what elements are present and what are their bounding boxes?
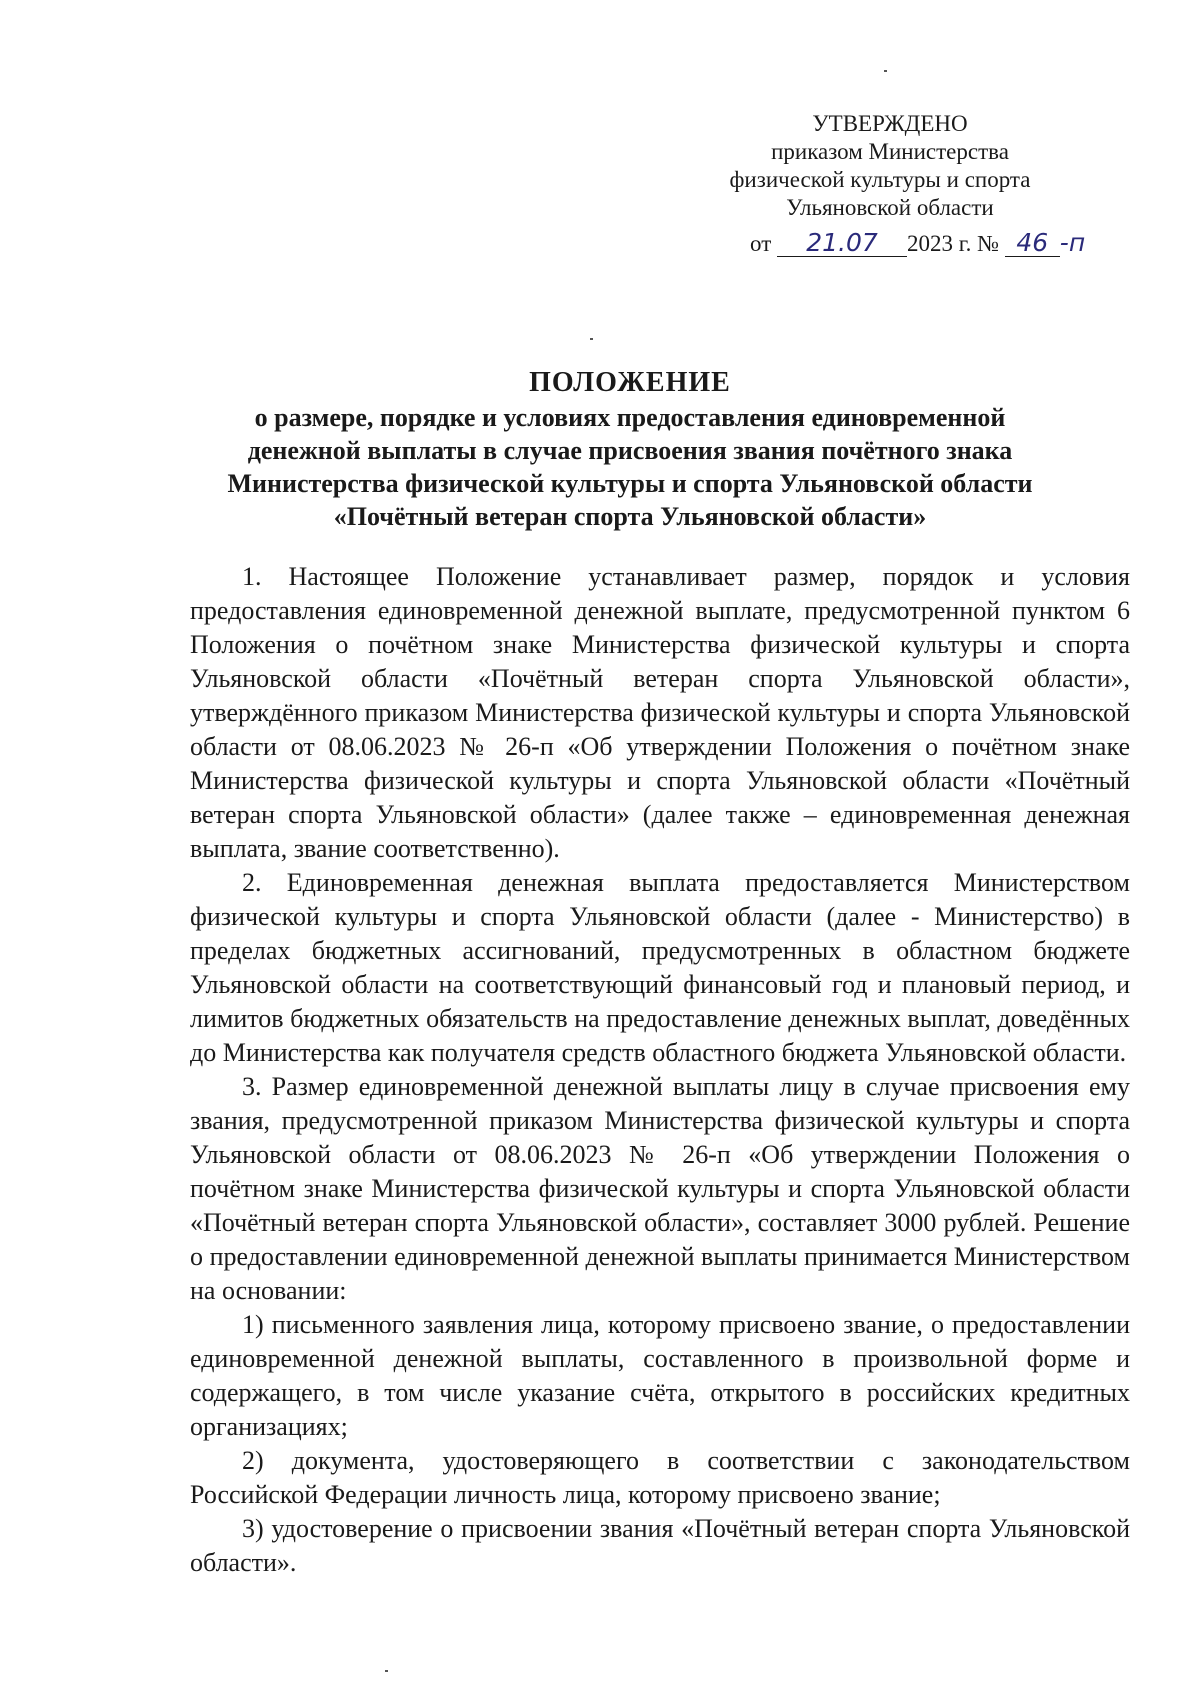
title-line: о размере, порядке и условиях предоставления единовременной [254, 403, 1006, 432]
paragraph-1: 1. Настоящее Положение устанавливает размер, порядок и условия предоставления единовременной денежной выплате, предусмотренной пунктом 6 Положения о почётном знаке Министерства физической культуры и спорта Ульяновской области «Почётный ветеран спорта Ульяновской области», утверждённого приказом Министерства физической культуры и спорта Ульяновской области от 08.06.2023 № 26-п «Об утверждении Положения о почётном знаке Министерства физической культуры и спорта Ульяновской области «Почётный ветеран спорта Ульяновской области» (далее также – единовременная денежная выплата, звание соответственно). [190, 562, 1130, 863]
scan-speck [590, 338, 593, 340]
approval-line: физической культуры и спорта [729, 167, 1031, 192]
date-prefix: от [750, 231, 772, 256]
paragraph-3: 3. Размер единовременной денежной выплаты лицу в случае присвоения ему звания, предусмотренной приказом Министерства физической культуры и спорта Ульяновской области от 08.06.2023 № 26-п «Об утверждении Положения о почётном знаке Министерства физической культуры и спорта Ульяновской области «Почётный ветеран спорта Ульяновской области», составляет 3000 рублей. Решение о предоставлении единовременной денежной выплаты принимается Министерством на основании: [190, 1072, 1130, 1305]
approval-date-line [750, 228, 1085, 257]
handwritten-number: 46 [1005, 230, 1060, 257]
list-item-2: 2) документа, удостоверяющего в соответствии с законодательством Российской Федерации личность лица, которому присвоено звание; [190, 1446, 1130, 1509]
paragraph-2: 2. Единовременная денежная выплата предоставляется Министерством физической культуры и спорта Ульяновской области (далее - Министерство) в пределах бюджетных ассигнований, предусмотренных в областном бюджете Ульяновской области на соответствующий финансовый год и плановый период, и лимитов бюджетных обязательств на предоставление денежных выплат, доведённых до Министерства как получателя средств областного бюджета Ульяновской области. [190, 868, 1130, 1067]
document-body [190, 560, 1130, 1580]
title-heading: ПОЛОЖЕНИЕ [529, 367, 731, 398]
title-line: денежной выплаты в случае присвоения звания почётного знака [247, 436, 1013, 465]
handwritten-date: 21.07 [777, 230, 907, 257]
list-item-3: 3) удостоверение о присвоении звания «Почётный ветеран спорта Ульяновской области». [190, 1514, 1130, 1577]
date-year: 2023 г. № [907, 231, 1000, 256]
handwritten-number-suffix: -п [1059, 228, 1086, 257]
approval-line: Ульяновской области [786, 195, 994, 220]
document-title [190, 366, 1070, 533]
approval-stamp [729, 110, 1140, 222]
approval-line: приказом Министерства [771, 139, 1009, 164]
scan-speck [385, 1670, 388, 1672]
approval-title: УТВЕРЖДЕНО [812, 111, 968, 136]
title-line: «Почётный ветеран спорта Ульяновской области» [333, 502, 927, 531]
title-line: Министерства физической культуры и спорта Ульяновской области [227, 469, 1033, 498]
scan-speck [884, 70, 887, 72]
list-item-1: 1) письменного заявления лица, которому присвоено звание, о предоставлении единовременной денежной выплаты, составленного в произвольной форме и содержащего, в том числе указание счёта, открытого в российских кредитных организациях; [190, 1310, 1130, 1441]
